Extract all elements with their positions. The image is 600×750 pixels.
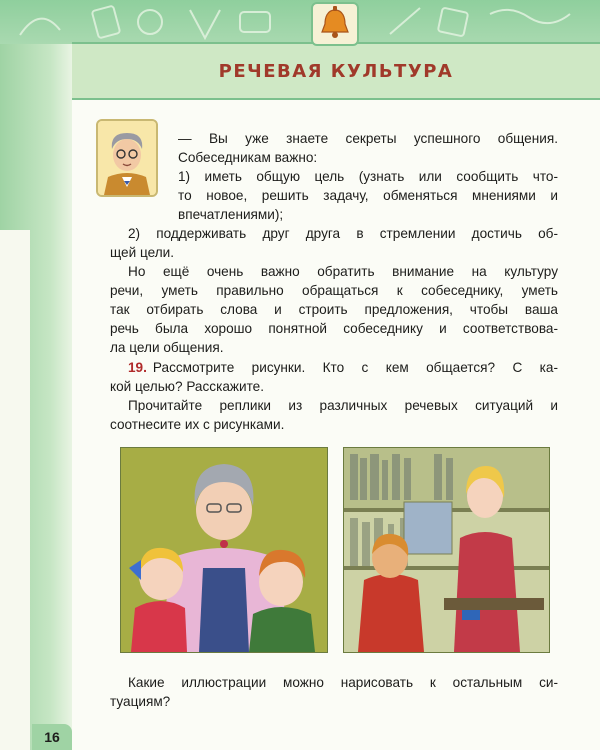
intro-line-2: Собеседникам важно: xyxy=(178,150,318,165)
section-title-bar xyxy=(72,42,600,100)
question-line-2: туациям? xyxy=(110,694,171,709)
para-line-1: Но ещё очень важно обратить внимание на культуру xyxy=(128,264,558,279)
exercise-task-line-4: соотнесите их с рисунками. xyxy=(110,417,285,432)
exercise-task-line-3: Прочитайте реплики из различных речевых ситуаций и xyxy=(128,398,558,413)
para-line-3: так отбирать слова и строить предложения, чтобы ваша xyxy=(110,302,558,317)
para-line-4: речь была хорошо понятной собеседнику и соответствова- xyxy=(110,321,558,336)
bell-icon xyxy=(311,2,359,46)
illustration-grandmother-children xyxy=(120,447,328,653)
exercise-number: 19. xyxy=(128,360,147,375)
band-doodles xyxy=(0,0,600,44)
page-number: 16 xyxy=(32,724,72,750)
exercise-line-1 xyxy=(128,358,558,377)
para-line-2: речи, уметь правильно обращаться к собеседнику, уметь xyxy=(110,283,558,298)
left-strip-lower xyxy=(0,230,30,750)
point1-line-1: 1) иметь общую цель (узнать или сообщить что- xyxy=(178,169,558,184)
teacher-avatar-illustration xyxy=(96,119,158,197)
point2-line-2: щей цели. xyxy=(110,245,175,260)
question-line-1: Какие иллюстрации можно нарисовать к остальным си- xyxy=(128,675,558,690)
illustration-library xyxy=(343,447,550,653)
point2-line-1: 2) поддерживать друг друга в стремлении достичь об- xyxy=(128,226,558,241)
exercise-task-line-1: Рассмотрите рисунки. Кто с кем общается? С ка- xyxy=(152,360,558,375)
point1-line-3: впечатлениями); xyxy=(178,207,284,222)
top-decorative-band xyxy=(0,0,600,44)
para-line-5: ла цели общения. xyxy=(110,340,224,355)
section-title: РЕЧЕВАЯ КУЛЬТУРА xyxy=(218,60,454,82)
point1-line-2: то новое, решить задачу, обменяться мнениями и xyxy=(178,188,558,203)
exercise-task-line-2: кой целью? Расскажите. xyxy=(110,379,264,394)
intro-line-1: — Вы уже знаете секреты успешного общения. xyxy=(178,131,558,146)
